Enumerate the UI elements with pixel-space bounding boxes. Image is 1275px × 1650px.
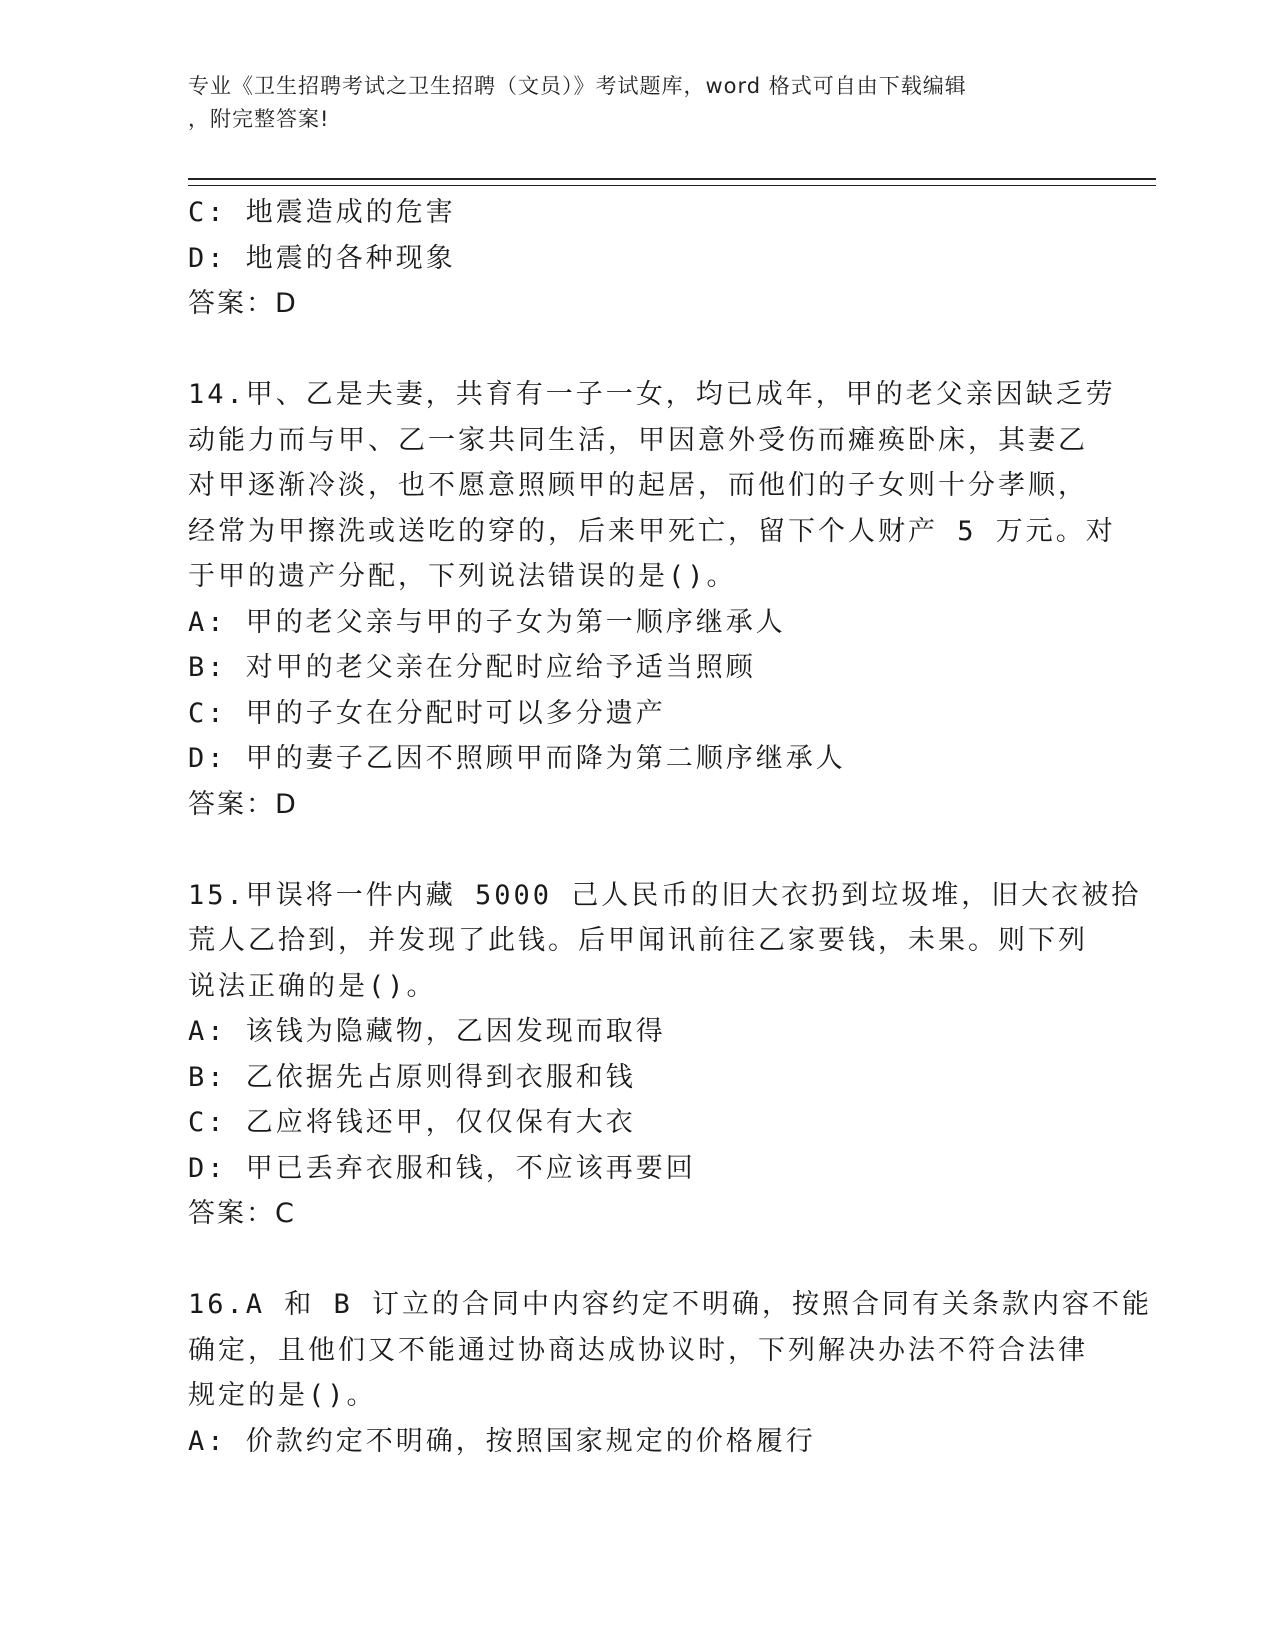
question-stem-line: 动能力而与甲、乙一家共同生活，甲因意外受伤而瘫痪卧床，其妻乙 bbox=[188, 424, 1088, 456]
option-d: D: 甲已丢弃衣服和钱，不应该再要回 bbox=[188, 1152, 696, 1184]
question-stem-line: 14.甲、乙是夫妻，共育有一子一女，均已成年，甲的老父亲因缺乏劳 bbox=[188, 379, 1116, 410]
document-body bbox=[188, 190, 1153, 1464]
question-stem-line: 荒人乙拾到，并发现了此钱。后甲闻讯前往乙家要钱，未果。则下列 bbox=[188, 925, 1088, 956]
question-stem-line: 于甲的遗产分配，下列说法错误的是()。 bbox=[188, 561, 737, 592]
option-a: A: 甲的老父亲与甲的子女为第一顺序继承人 bbox=[188, 606, 786, 638]
question-15 bbox=[188, 873, 1142, 1237]
spacer bbox=[188, 827, 1088, 873]
option-d: D: 甲的妻子乙因不照顾甲而降为第二顺序继承人 bbox=[188, 743, 846, 774]
question-14 bbox=[188, 372, 1116, 827]
question-stem-line: 说法正确的是()。 bbox=[188, 970, 437, 1002]
question-16 bbox=[188, 1282, 1153, 1464]
spacer bbox=[188, 327, 1088, 373]
option-d: D: 地震的各种现象 bbox=[188, 242, 456, 274]
question-stem-line: 经常为甲擦洗或送吃的穿的，后来甲死亡，留下个人财产 5 万元。对 bbox=[188, 515, 1116, 547]
header-line-2: ，附完整答案! bbox=[188, 107, 330, 131]
header-line-1: 专业《卫生招聘考试之卫生招聘（文员）》考试题库，word 格式可自由下载编辑 bbox=[188, 74, 967, 98]
header-divider bbox=[188, 178, 1156, 186]
option-b: B: 乙依据先占原则得到衣服和钱 bbox=[188, 1061, 636, 1093]
document-header bbox=[188, 70, 1068, 136]
answer-line: 答案：D bbox=[188, 788, 298, 820]
question-stem-line: 对甲逐渐冷淡，也不愿意照顾甲的起居，而他们的子女则十分孝顺， bbox=[188, 470, 1088, 501]
option-a: A: 该钱为隐藏物，乙因发现而取得 bbox=[188, 1016, 666, 1047]
question-stem-line: 15.甲误将一件内藏 5000 己人民币的旧大衣扔到垃圾堆，旧大衣被拾 bbox=[188, 879, 1142, 911]
previous-question-tail bbox=[188, 190, 1088, 327]
question-stem-line: 确定，且他们又不能通过协商达成协议时，下列解决办法不符合法律 bbox=[188, 1334, 1088, 1366]
question-stem-line: 16.A 和 B 订立的合同中内容约定不明确，按照合同有关条款内容不能 bbox=[188, 1289, 1153, 1320]
option-c: C: 乙应将钱还甲，仅仅保有大衣 bbox=[188, 1107, 636, 1138]
option-b: B: 对甲的老父亲在分配时应给予适当照顾 bbox=[188, 652, 756, 683]
question-stem-line: 规定的是()。 bbox=[188, 1380, 377, 1411]
option-c: C: 甲的子女在分配时可以多分遗产 bbox=[188, 697, 666, 729]
answer-line: 答案：D bbox=[188, 288, 298, 319]
spacer bbox=[188, 1237, 1088, 1283]
option-c: C: 地震造成的危害 bbox=[188, 197, 456, 228]
answer-line: 答案：C bbox=[188, 1198, 296, 1229]
option-a: A: 价款约定不明确，按照国家规定的价格履行 bbox=[188, 1425, 816, 1457]
